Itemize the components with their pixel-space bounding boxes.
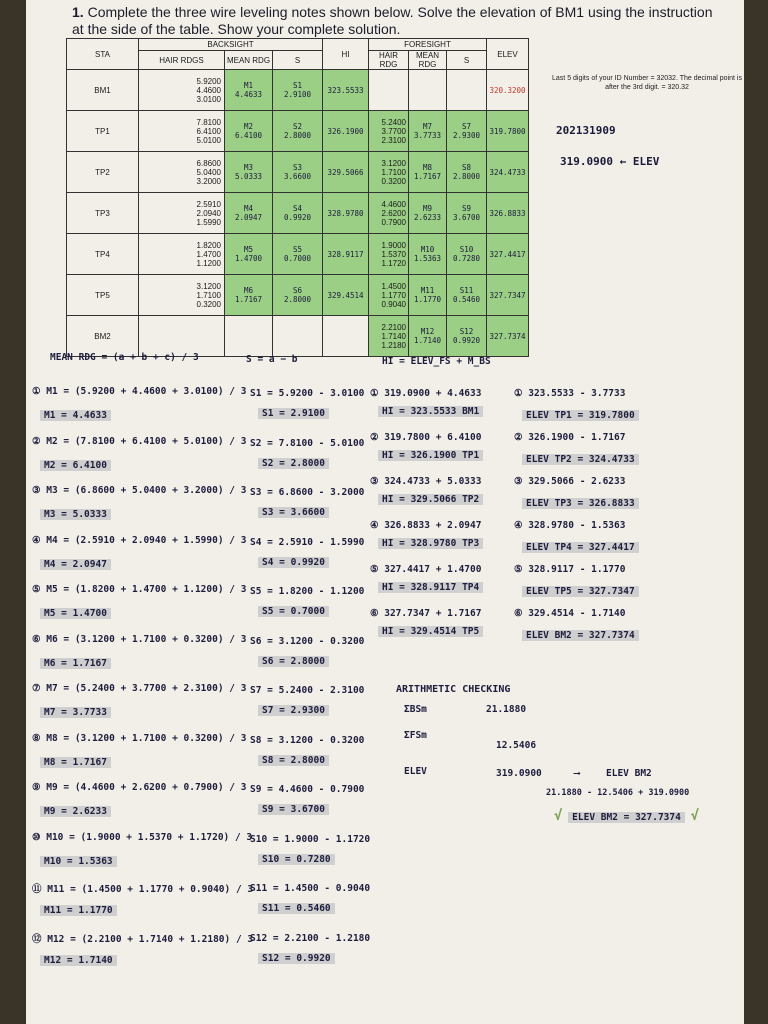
- bs-s-cell: [273, 70, 323, 111]
- fs-mean-cell: [409, 70, 447, 111]
- hi-cell: 329.5066: [323, 152, 369, 193]
- hair-reading: 0.3200: [196, 299, 221, 309]
- col-header-hair-rdg-fs: HAIR RDG: [369, 51, 409, 70]
- elev-equation: ① 323.5533 - 3.7733: [514, 388, 626, 399]
- bs-mean: 6.4100: [234, 131, 263, 140]
- bs-hair-readings: [139, 70, 225, 111]
- bs-mean-cell: [225, 316, 273, 357]
- hair-reading: 3.1200: [196, 281, 221, 291]
- mean-result: [40, 856, 117, 867]
- mean-equation: ③ M3 = (6.8600 + 5.0400 + 3.2000) / 3: [32, 485, 247, 496]
- fs-mean: 1.7140: [413, 336, 442, 345]
- bs-mean: 2.0947: [234, 213, 263, 222]
- elev-result-value: ELEV TP3 = 326.8833: [522, 498, 639, 509]
- mean-result: [40, 460, 111, 471]
- hi-result-value: HI = 329.5066 TP2: [378, 494, 483, 505]
- hair-reading: 2.3100: [381, 135, 406, 145]
- s-result: [258, 705, 329, 716]
- fs-s-cell: [447, 316, 487, 357]
- fs-mean: 1.7167: [413, 172, 442, 181]
- mean-result-value: M6 = 1.7167: [40, 658, 111, 669]
- fs-s-label: S10: [459, 245, 474, 254]
- fs-m-label: M9: [422, 204, 433, 213]
- fs-s-cell: [447, 70, 487, 111]
- hair-reading: 1.1770: [381, 290, 406, 300]
- s-result-value: S7 = 2.9300: [258, 705, 329, 716]
- mean-equation: ⑥ M6 = (3.1200 + 1.7100 + 0.3200) / 3: [32, 633, 247, 645]
- paper-sheet: [26, 0, 744, 1024]
- mean-result-value: M2 = 6.4100: [40, 460, 111, 471]
- check-icon: √: [690, 808, 700, 824]
- elev-result: [522, 542, 639, 553]
- bs-mean: 1.7167: [234, 295, 263, 304]
- mean-result: [40, 955, 117, 966]
- col-header-mean-rdg: MEAN RDG: [225, 51, 273, 70]
- fs-s: 3.6700: [452, 213, 481, 222]
- bs-mean-cell: [225, 275, 273, 316]
- mean-result-value: M7 = 3.7733: [40, 707, 111, 718]
- bs-mean: 5.0333: [234, 172, 263, 181]
- s-result-value: S10 = 0.7280: [258, 854, 335, 865]
- s-result-value: S5 = 0.7000: [258, 606, 329, 617]
- arith-result: ELEV BM2 = 327.7374: [568, 812, 685, 823]
- hi-equation: ① 319.0900 + 4.4633: [370, 388, 482, 399]
- fs-s: 0.9920: [452, 336, 481, 345]
- col-header-s: S: [273, 51, 323, 70]
- problem-text: Complete the three wire leveling notes shown below. Solve the elevation of BM1 using the instruction at the side of the table. Show your complete solution.: [72, 4, 713, 37]
- hi-equation: ② 319.7800 + 6.4100: [370, 432, 482, 443]
- formula-hi: HI = ELEV_FS + M_BS: [382, 356, 491, 367]
- formula-s: S = a − b: [246, 354, 298, 365]
- fs-s-label: S12: [459, 327, 474, 336]
- hair-reading: 5.0100: [196, 135, 221, 145]
- bs-hair-readings: [139, 193, 225, 234]
- s-result-value: S6 = 2.8000: [258, 656, 329, 667]
- mean-result-value: M5 = 1.4700: [40, 608, 111, 619]
- hi-equation: ⑥ 327.7347 + 1.7167: [370, 608, 482, 619]
- s-equation: S11 = 1.4500 - 0.9040: [250, 883, 371, 894]
- s-result: [258, 656, 329, 667]
- mean-equation: ① M1 = (5.9200 + 4.4600 + 3.0100) / 3: [32, 386, 247, 397]
- s-result: [258, 755, 329, 766]
- col-header-elev: ELEV: [487, 39, 529, 70]
- s-equation: S3 = 6.8600 - 3.2000: [250, 487, 365, 498]
- fs-mean-cell: [409, 152, 447, 193]
- hair-reading: 1.5370: [381, 249, 406, 259]
- bs-s-cell: [273, 234, 323, 275]
- bs-mean-cell: [225, 193, 273, 234]
- bm1-elev-note: 319.0900 ← ELEV: [560, 155, 660, 168]
- s-result-value: S12 = 0.9920: [258, 953, 335, 964]
- bs-mean-cell: [225, 70, 273, 111]
- table-row: [67, 193, 575, 234]
- station-cell: TP1: [67, 111, 139, 152]
- table-row: [67, 316, 575, 357]
- hair-reading: 3.1200: [381, 158, 406, 168]
- s-equation: S7 = 5.2400 - 2.3100: [250, 685, 365, 696]
- table-row: [67, 275, 575, 316]
- col-header-hair-rdgs: HAIR RDGS: [139, 51, 225, 70]
- col-header-sta: STA: [67, 39, 139, 70]
- bs-hair-readings: [139, 275, 225, 316]
- hair-reading: 6.4100: [196, 126, 221, 136]
- station-cell: TP4: [67, 234, 139, 275]
- col-header-s-fs: S: [447, 51, 487, 70]
- col-header-mean-rdg-fs: MEAN RDG: [409, 51, 447, 70]
- bs-mean-cell: [225, 111, 273, 152]
- hair-reading: 1.1200: [196, 258, 221, 268]
- table-row: [67, 70, 575, 111]
- mean-result: [40, 757, 111, 768]
- bs-m-label: M3: [243, 163, 254, 172]
- hair-reading: 5.0400: [196, 167, 221, 177]
- hair-reading: 5.9200: [196, 76, 221, 86]
- arith-result-wrap: [554, 808, 699, 824]
- hair-reading: 4.4600: [196, 85, 221, 95]
- fs-m-label: M7: [422, 122, 433, 131]
- fs-mean: 3.7733: [413, 131, 442, 140]
- bs-hair-readings: [139, 152, 225, 193]
- bs-s: 0.9920: [283, 213, 312, 222]
- hair-reading: 1.8200: [196, 240, 221, 250]
- bs-s-label: S5: [292, 245, 303, 254]
- elev-equation: ⑤ 328.9117 - 1.1770: [514, 564, 626, 575]
- fs-mean-cell: [409, 193, 447, 234]
- mean-result-value: M12 = 1.7140: [40, 955, 117, 966]
- s-result: [258, 458, 329, 469]
- bs-m-label: M5: [243, 245, 254, 254]
- s-result-value: S4 = 0.9920: [258, 557, 329, 568]
- hi-result-value: HI = 323.5533 BM1: [378, 406, 483, 417]
- fs-hair-readings: [369, 316, 409, 357]
- s-result: [258, 557, 329, 568]
- elev-result-value: ELEV TP2 = 324.4733: [522, 454, 639, 465]
- fs-m-label: M12: [420, 327, 435, 336]
- bs-s-cell: [273, 152, 323, 193]
- s-result-value: S1 = 2.9100: [258, 408, 329, 419]
- s-result: [258, 903, 335, 914]
- s-equation: S12 = 2.2100 - 1.2180: [250, 932, 371, 944]
- fs-m-label: M10: [420, 245, 435, 254]
- s-result-value: S2 = 2.8000: [258, 458, 329, 469]
- hi-result: [378, 494, 483, 505]
- hi-result-value: HI = 329.4514 TP5: [378, 626, 483, 637]
- fs-s-cell: [447, 111, 487, 152]
- hi-equation: ⑤ 327.4417 + 1.4700: [370, 564, 482, 575]
- hair-reading: 3.2000: [196, 176, 221, 186]
- check-icon: √: [554, 808, 563, 824]
- hair-reading: 1.5990: [196, 217, 221, 227]
- hair-reading: 3.7700: [381, 126, 406, 136]
- mean-result: [40, 559, 111, 570]
- mean-result: [40, 707, 111, 718]
- leveling-table: [66, 38, 575, 357]
- s-equation: S5 = 1.8200 - 1.1200: [250, 586, 365, 597]
- elev-cell: 327.4417: [487, 234, 529, 275]
- mean-result: [40, 658, 111, 669]
- elev-cell: 324.4733: [487, 152, 529, 193]
- hair-reading: 1.7140: [381, 331, 406, 341]
- bs-mean-cell: [225, 152, 273, 193]
- s-equation: S4 = 2.5910 - 1.5990: [250, 536, 365, 548]
- id-number: 202131909: [556, 124, 616, 137]
- s-equation: S10 = 1.9000 - 1.1720: [250, 833, 371, 845]
- mean-result: [40, 509, 111, 520]
- fs-hair-readings: [369, 70, 409, 111]
- bs-s-cell: [273, 316, 323, 357]
- table-row: [67, 234, 575, 275]
- fs-mean-cell: [409, 275, 447, 316]
- s-equation: S1 = 5.9200 - 3.0100: [250, 388, 365, 399]
- hair-reading: 1.2180: [381, 340, 406, 350]
- fs-s-label: S9: [461, 204, 472, 213]
- bs-s-cell: [273, 193, 323, 234]
- elev-result: [522, 454, 639, 465]
- arith-arrow-text: ELEV BM2: [606, 768, 652, 779]
- hair-reading: 2.0940: [196, 208, 221, 218]
- fs-s-label: S11: [459, 286, 474, 295]
- mean-result-value: M11 = 1.1770: [40, 905, 117, 916]
- formula-mean: MEAN RDG = (a + b + c) / 3: [50, 352, 199, 363]
- s-result: [258, 408, 329, 419]
- bs-s-label: S1: [292, 81, 303, 90]
- fs-s-cell: [447, 275, 487, 316]
- bs-s-label: S3: [292, 163, 303, 172]
- hi-equation: ③ 324.4733 + 5.0333: [370, 476, 482, 487]
- bs-m-label: M4: [243, 204, 254, 213]
- arrow-icon: ⟶: [574, 768, 580, 779]
- fs-s-label: S7: [461, 122, 472, 131]
- hair-reading: 0.3200: [381, 176, 406, 186]
- s-equation: S2 = 7.8100 - 5.0100: [250, 437, 365, 449]
- hair-reading: 2.6200: [381, 208, 406, 218]
- fs-m-label: M8: [422, 163, 433, 172]
- hi-result: [378, 582, 483, 593]
- bs-s-label: S4: [292, 204, 303, 213]
- hair-reading: 1.1720: [381, 258, 406, 268]
- fs-s-cell: [447, 152, 487, 193]
- station-cell: BM1: [67, 70, 139, 111]
- station-cell: BM2: [67, 316, 139, 357]
- hair-reading: 1.4500: [381, 281, 406, 291]
- problem-number: 1.: [72, 4, 84, 20]
- hi-equation: ④ 326.8833 + 2.0947: [370, 520, 482, 531]
- fs-s: 0.7280: [452, 254, 481, 263]
- hi-cell: 329.4514: [323, 275, 369, 316]
- s-equation: S9 = 4.4600 - 0.7900: [250, 784, 365, 795]
- bs-hair-readings: [139, 234, 225, 275]
- elev-equation: ② 326.1900 - 1.7167: [514, 432, 626, 443]
- bs-m-label: M6: [243, 286, 254, 295]
- mean-result-value: M9 = 2.6233: [40, 806, 111, 817]
- hair-reading: 2.5910: [196, 199, 221, 209]
- fs-s-cell: [447, 193, 487, 234]
- elev-result: [522, 586, 639, 597]
- s-equation: S6 = 3.1200 - 0.3200: [250, 635, 365, 647]
- hair-reading: 1.7100: [381, 167, 406, 177]
- arith-sum-eq: 21.1880 - 12.5406 + 319.0900: [546, 788, 690, 798]
- bs-mean-cell: [225, 234, 273, 275]
- mean-result: [40, 905, 117, 916]
- bs-s: 2.9100: [283, 90, 312, 99]
- fs-mean-cell: [409, 234, 447, 275]
- s-equation: S8 = 3.1200 - 0.3200: [250, 734, 365, 746]
- station-cell: TP3: [67, 193, 139, 234]
- fs-mean: 2.6233: [413, 213, 442, 222]
- bs-m-label: M1: [243, 81, 254, 90]
- hair-reading: 0.7900: [381, 217, 406, 227]
- hair-reading: 7.8100: [196, 117, 221, 127]
- col-header-backsight: BACKSIGHT: [139, 39, 323, 51]
- station-cell: TP2: [67, 152, 139, 193]
- elev-cell: 327.7347: [487, 275, 529, 316]
- hi-result-value: HI = 326.1900 TP1: [378, 450, 483, 461]
- bs-mean: 4.4633: [234, 90, 263, 99]
- s-result: [258, 804, 329, 815]
- mean-result-value: M4 = 2.0947: [40, 559, 111, 570]
- fs-hair-readings: [369, 234, 409, 275]
- hi-result: [378, 450, 483, 461]
- hi-result: [378, 538, 483, 549]
- elev-equation: ④ 328.9780 - 1.5363: [514, 520, 626, 531]
- mean-result-value: M3 = 5.0333: [40, 509, 111, 520]
- s-result: [258, 507, 329, 518]
- elev-cell: 319.7800: [487, 111, 529, 152]
- elev-cell: 327.7374: [487, 316, 529, 357]
- hi-cell: 323.5533: [323, 70, 369, 111]
- elev-result-value: ELEV TP1 = 319.7800: [522, 410, 639, 421]
- hair-reading: 1.9000: [381, 240, 406, 250]
- mean-equation: ⑨ M9 = (4.4600 + 2.6200 + 0.7900) / 3: [32, 782, 247, 793]
- hair-reading: 0.9040: [381, 299, 406, 309]
- arith-elev-label: ELEV: [404, 766, 427, 777]
- arith-elev-value: 319.0900: [496, 768, 542, 779]
- table-row: [67, 152, 575, 193]
- bs-s-cell: [273, 275, 323, 316]
- bs-s: 2.8000: [283, 295, 312, 304]
- hair-reading: 2.2100: [381, 322, 406, 332]
- fs-hair-readings: [369, 193, 409, 234]
- bs-s: 2.8000: [283, 131, 312, 140]
- elev-equation: ③ 329.5066 - 2.6233: [514, 476, 626, 487]
- mean-result-value: M10 = 1.5363: [40, 856, 117, 867]
- fs-hair-readings: [369, 152, 409, 193]
- mean-result: [40, 410, 111, 421]
- hair-reading: 4.4600: [381, 199, 406, 209]
- s-result: [258, 606, 329, 617]
- elev-result-value: ELEV TP5 = 327.7347: [522, 586, 639, 597]
- hair-reading: 1.4700: [196, 249, 221, 259]
- elev-equation: ⑥ 329.4514 - 1.7140: [514, 608, 626, 619]
- elev-result-value: ELEV TP4 = 327.4417: [522, 542, 639, 553]
- fs-s-label: S8: [461, 163, 472, 172]
- hair-reading: 6.8600: [196, 158, 221, 168]
- hair-reading: 1.7100: [196, 290, 221, 300]
- mean-equation: ⑤ M5 = (1.8200 + 1.4700 + 1.1200) / 3: [32, 584, 247, 595]
- fs-mean-cell: [409, 111, 447, 152]
- mean-result: [40, 806, 111, 817]
- bs-hair-readings: [139, 111, 225, 152]
- mean-equation: ④ M4 = (2.5910 + 2.0940 + 1.5990) / 3: [32, 534, 247, 546]
- s-result-value: S3 = 3.6600: [258, 507, 329, 518]
- hi-cell: 328.9780: [323, 193, 369, 234]
- hair-reading: 3.0100: [196, 94, 221, 104]
- table-row: [67, 111, 575, 152]
- s-result-value: S9 = 3.6700: [258, 804, 329, 815]
- mean-equation: ⑫ M12 = (2.2100 + 1.7140 + 1.2180) / 3: [32, 933, 254, 945]
- station-cell: TP5: [67, 275, 139, 316]
- bs-mean: 1.4700: [234, 254, 263, 263]
- bs-s-cell: [273, 111, 323, 152]
- bs-m-label: M2: [243, 122, 254, 131]
- mean-result: [40, 608, 111, 619]
- fs-m-label: M11: [420, 286, 435, 295]
- fs-s: 0.5460: [452, 295, 481, 304]
- hi-cell: 326.1900: [323, 111, 369, 152]
- fs-mean-cell: [409, 316, 447, 357]
- arith-bs-label: ΣBSm: [404, 704, 427, 715]
- mean-equation: ⑦ M7 = (5.2400 + 3.7700 + 2.3100) / 3: [32, 683, 247, 694]
- bs-hair-readings: [139, 316, 225, 357]
- mean-equation: ⑧ M8 = (3.1200 + 1.7100 + 0.3200) / 3: [32, 732, 247, 744]
- arith-fs-label: ΣFSm: [404, 730, 427, 741]
- hair-reading: 5.2400: [381, 117, 406, 127]
- hi-result-value: HI = 328.9117 TP4: [378, 582, 483, 593]
- elev-cell: 326.8833: [487, 193, 529, 234]
- bs-s-label: S6: [292, 286, 303, 295]
- mean-result-value: M8 = 1.7167: [40, 757, 111, 768]
- problem-statement: [72, 4, 722, 38]
- bs-s: 0.7000: [283, 254, 312, 263]
- fs-mean: 1.5363: [413, 254, 442, 263]
- arith-fs-value: 12.5406: [496, 740, 537, 751]
- elev-result: [522, 498, 639, 509]
- col-header-foresight: FORESIGHT: [369, 39, 487, 51]
- mean-result-value: M1 = 4.4633: [40, 410, 111, 421]
- fs-s: 2.8000: [452, 172, 481, 181]
- arith-title: ARITHMETIC CHECKING: [396, 684, 511, 695]
- mean-equation: ② M2 = (7.8100 + 6.4100 + 5.0100) / 3: [32, 435, 247, 447]
- fs-s: 2.9300: [452, 131, 481, 140]
- hi-result: [378, 626, 483, 637]
- hi-cell: [323, 316, 369, 357]
- bs-s: 3.6600: [283, 172, 312, 181]
- mean-equation: ⑩ M10 = (1.9000 + 1.5370 + 1.1720) / 3: [32, 831, 253, 843]
- fs-hair-readings: [369, 275, 409, 316]
- side-instruction-note: Last 5 digits of your ID Number = 32032. The decimal point is after the 3rd digit. = 320.32: [552, 75, 742, 91]
- hi-result: [378, 406, 483, 417]
- bs-s-label: S2: [292, 122, 303, 131]
- fs-s-cell: [447, 234, 487, 275]
- arith-bs-value: 21.1880: [486, 704, 527, 715]
- s-result: [258, 953, 335, 964]
- fs-hair-readings: [369, 111, 409, 152]
- s-result: [258, 854, 335, 865]
- s-result-value: S11 = 0.5460: [258, 903, 335, 914]
- hi-result-value: HI = 328.9780 TP3: [378, 538, 483, 549]
- mean-equation: ⑪ M11 = (1.4500 + 1.1770 + 0.9040) / 3: [32, 884, 254, 895]
- col-header-hi: HI: [323, 39, 369, 70]
- fs-mean: 1.1770: [413, 295, 442, 304]
- elev-result: [522, 410, 639, 421]
- elev-result: [522, 630, 639, 641]
- elev-result-value: ELEV BM2 = 327.7374: [522, 630, 639, 641]
- elev-cell: 320.3200: [487, 70, 529, 111]
- hi-cell: 328.9117: [323, 234, 369, 275]
- s-result-value: S8 = 2.8000: [258, 755, 329, 766]
